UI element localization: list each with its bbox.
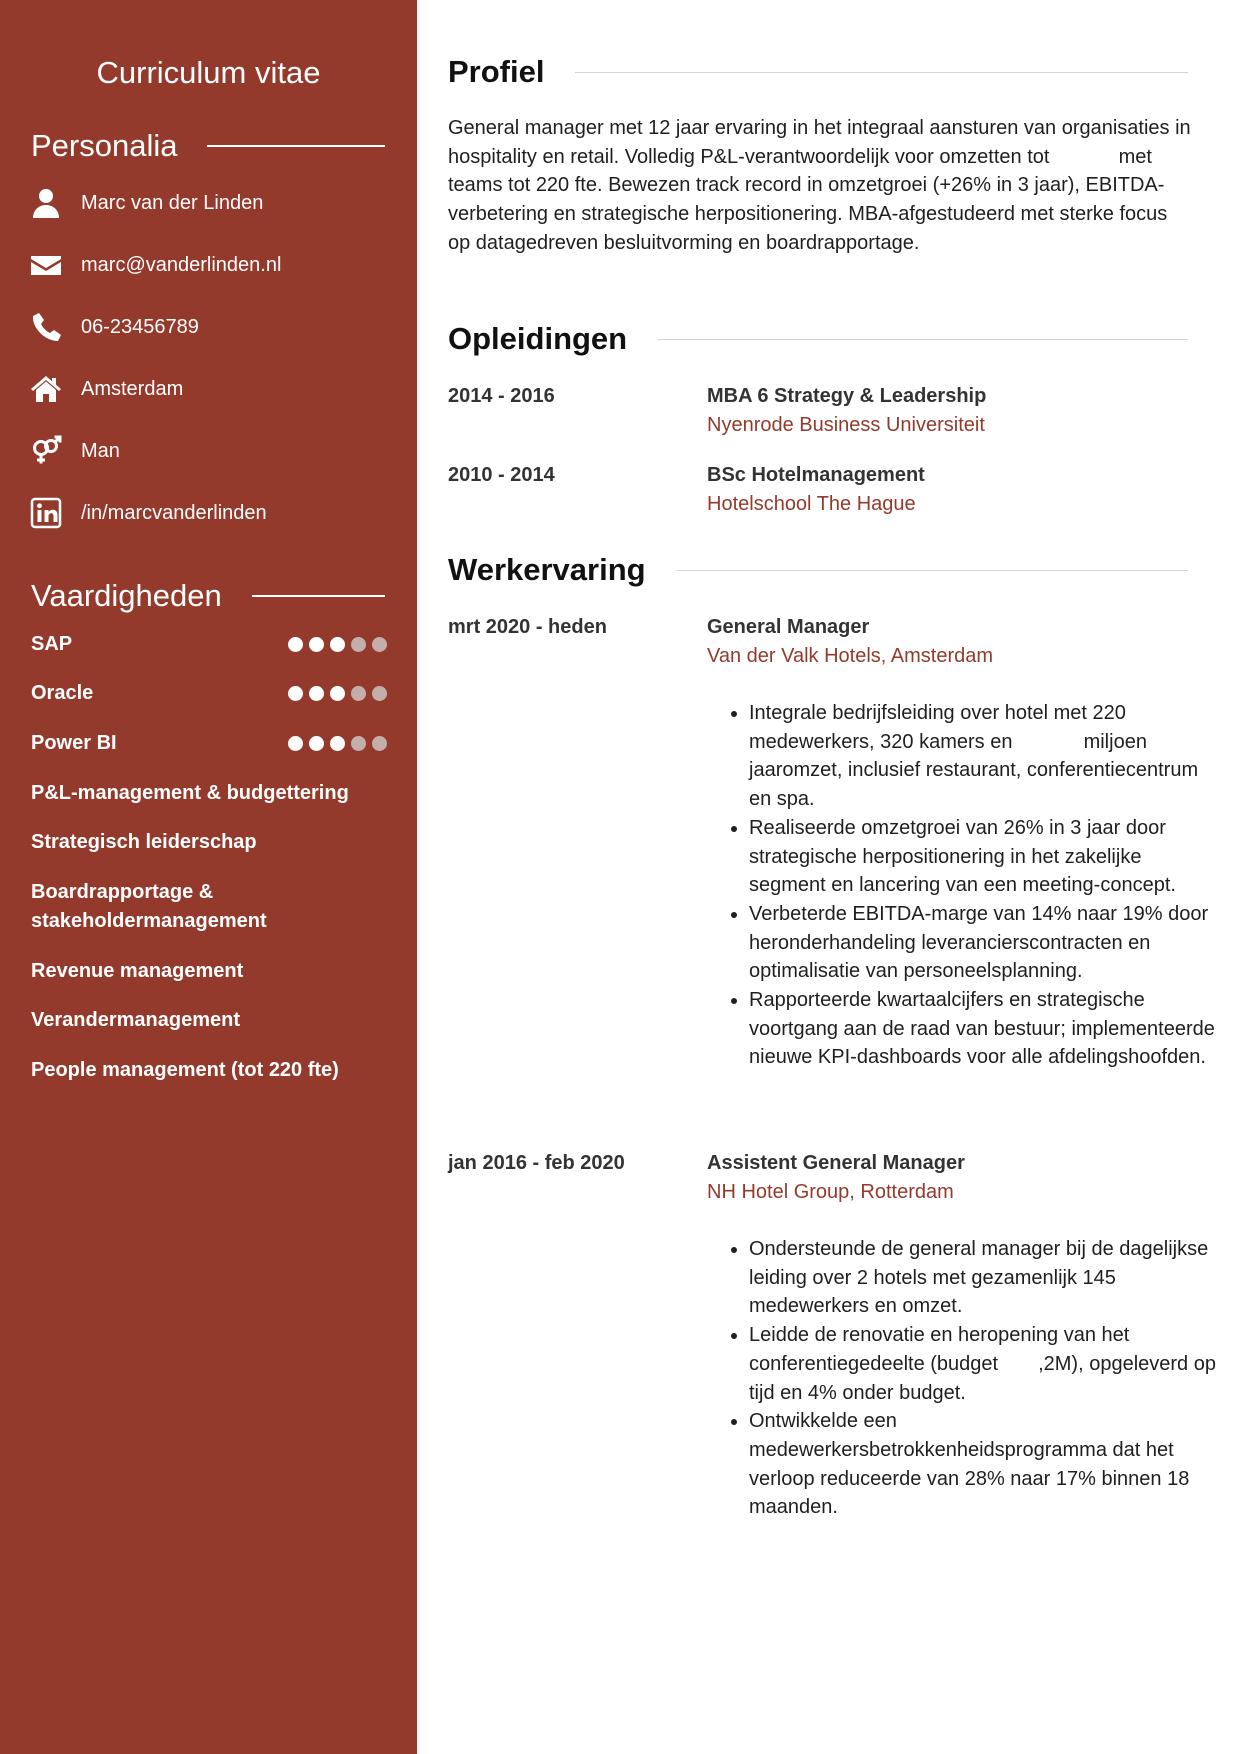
education-title: MBA 6 Strategy & Leadership — [707, 385, 987, 407]
gender-icon — [28, 433, 64, 469]
skill-rating — [282, 630, 387, 659]
list-item: • Rapporteerde kwartaalcijfers en strategische voortgang aan de raad van bestuur; implementeerde nieuwe KPI-dashboards voor alle afdelingshoofden. — [749, 986, 1219, 1072]
rating-dot-empty — [351, 637, 366, 652]
rating-dot-filled — [309, 637, 324, 652]
job-bullets — [707, 1235, 1219, 1522]
rating-dot-filled — [288, 637, 303, 652]
rating-dot-filled — [330, 686, 345, 701]
skill-change-management: Verandermanagement — [31, 1009, 240, 1031]
skill-board-reporting: Boardrapportage & stakeholdermanagement — [31, 881, 267, 932]
education-heading: Opleidingen — [448, 317, 1188, 361]
list-item: • Ondersteunde de general manager bij de dagelijkse leiding over 2 hotels met gezamenlijk 145 medewerkers en omzet. — [749, 1235, 1219, 1321]
cv-title: Curriculum vitae — [96, 55, 321, 90]
heading-rule — [575, 72, 1188, 73]
contact-city: Amsterdam — [28, 371, 183, 407]
heading-rule — [252, 595, 385, 597]
list-item: • Realiseerde omzetgroei van 26% in 3 jaar door strategische herpositionering in het zakelijke segment en lancering van een meeting-concept. — [749, 814, 1219, 900]
skill-power-bi: Power BI — [31, 729, 387, 758]
education-period: 2014 - 2016 — [448, 385, 555, 407]
rating-dot-empty — [351, 686, 366, 701]
list-item: • Integrale bedrijfsleiding over hotel met 220 medewerkers, 320 kamers en miljoen jaaromzet, inclusief restaurant, conferentiecentrum en spa. — [749, 699, 1219, 814]
rating-dot-filled — [330, 637, 345, 652]
list-item: • Verbeterde EBITDA-marge van 14% naar 19% door heronderhandeling leverancierscontracten en optimalisatie van personeelsplanning. — [749, 900, 1219, 986]
job-title: General Manager — [707, 616, 870, 638]
rating-dot-filled — [330, 736, 345, 751]
sidebar — [0, 0, 417, 1754]
profile-heading: Profiel — [448, 50, 1188, 94]
skills-heading: Vaardigheden — [31, 574, 385, 618]
rating-dot-empty — [372, 637, 387, 652]
personalia-heading: Personalia — [31, 124, 385, 168]
rating-dot-filled — [288, 736, 303, 751]
heading-rule — [658, 339, 1188, 340]
linkedin-icon — [28, 495, 64, 531]
list-item: • Ontwikkelde een medewerkersbetrokkenheidsprogramma dat het verloop reduceerde van 28% naar 17% binnen 18 maanden. — [749, 1407, 1219, 1522]
skill-rating — [282, 679, 387, 708]
contact-email: marc@vanderlinden.nl — [28, 247, 281, 283]
education-period: 2010 - 2014 — [448, 464, 555, 486]
list-item: • Leidde de renovatie en heropening van het conferentiegedeelte (budget ,2M), opgeleverd op tijd en 4% onder budget. — [749, 1321, 1219, 1407]
contact-linkedin: /in/marcvanderlinden — [28, 495, 267, 531]
job-company: NH Hotel Group, Rotterdam — [707, 1181, 954, 1203]
profile-text: General manager met 12 jaar ervaring in het integraal aansturen van organisaties in hospitality en retail. Volledig P&L-verantwoordelijk voor omzetten tot met teams tot 220 fte. Bewezen track record in omzetgroei (+26% in 3 jaar), EBITDA-verbetering en strategische herpositionering. MBA-afgestudeerd met sterke focus op datagedreven besluitvorming en boardrapportage. — [448, 117, 1191, 254]
home-icon — [28, 371, 64, 407]
heading-rule — [677, 570, 1188, 571]
rating-dot-filled — [288, 686, 303, 701]
phone-icon — [28, 309, 64, 345]
job-bullets — [707, 699, 1219, 1072]
rating-dot-empty — [372, 736, 387, 751]
person-icon — [28, 185, 64, 221]
rating-dot-empty — [351, 736, 366, 751]
experience-heading: Werkervaring — [448, 548, 1188, 592]
skill-pl-management: P&L-management & budgettering — [31, 782, 349, 804]
rating-dot-filled — [309, 686, 324, 701]
contact-gender: Man — [28, 433, 120, 469]
skill-sap: SAP — [31, 630, 387, 659]
job-title: Assistent General Manager — [707, 1152, 965, 1174]
education-title: BSc Hotelmanagement — [707, 464, 925, 486]
skill-oracle: Oracle — [31, 679, 387, 708]
skill-revenue-management: Revenue management — [31, 960, 244, 982]
job-company: Van der Valk Hotels, Amsterdam — [707, 645, 994, 667]
contact-phone: 06-23456789 — [28, 309, 199, 345]
job-period: jan 2016 - feb 2020 — [448, 1152, 625, 1174]
contact-name: Marc van der Linden — [28, 185, 263, 221]
job-period: mrt 2020 - heden — [448, 616, 607, 638]
skill-people-management: People management (tot 220 fte) — [31, 1059, 339, 1081]
rating-dot-empty — [372, 686, 387, 701]
heading-rule — [207, 145, 385, 147]
envelope-icon — [28, 247, 64, 283]
education-institution: Nyenrode Business Universiteit — [707, 414, 985, 436]
skill-strategic-leadership: Strategisch leiderschap — [31, 831, 257, 853]
education-institution: Hotelschool The Hague — [707, 493, 916, 515]
rating-dot-filled — [309, 736, 324, 751]
skill-rating — [282, 729, 387, 758]
